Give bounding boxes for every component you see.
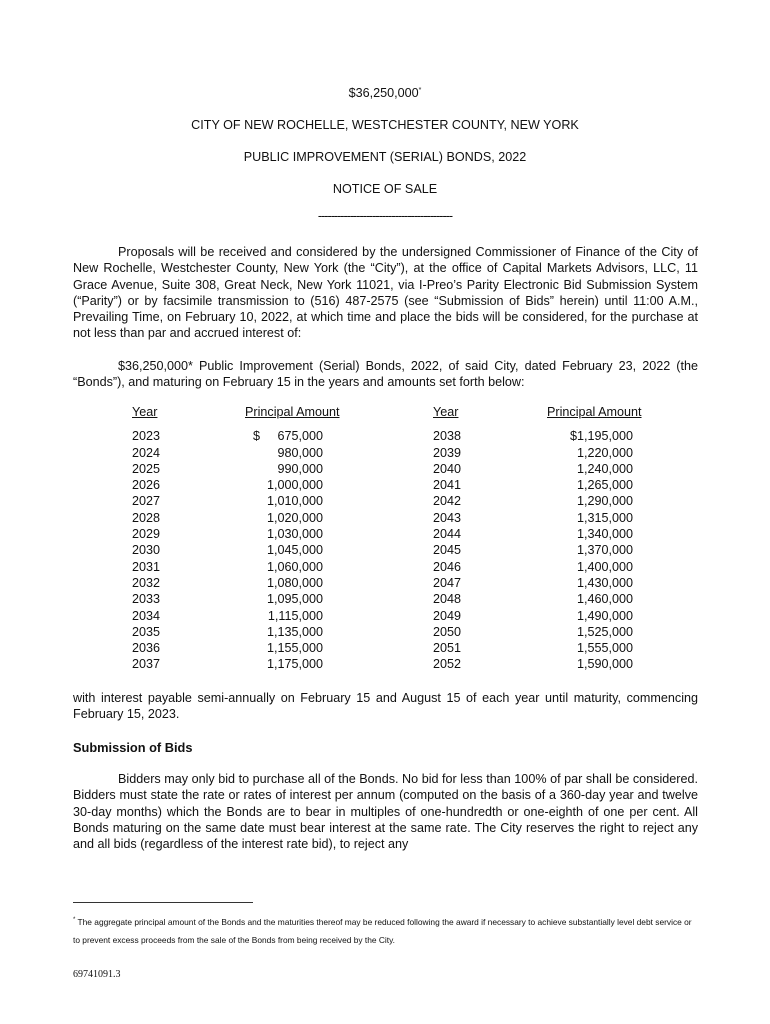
footnote-marker: * [73,917,76,923]
left-amount-column [245,404,340,673]
maturity-year: 2024 [132,445,161,460]
maturity-year: 2038 [433,429,462,444]
principal-amount-row [245,559,323,575]
principal-amount: 1,030,000 [266,527,323,542]
principal-amount: 980,000 [277,445,323,460]
maturity-table [0,404,770,674]
principal-amount: 1,370,000 [576,543,633,558]
maturity-year: 2032 [132,575,161,590]
principal-amount: 1,340,000 [576,527,633,542]
maturity-year: 2026 [132,478,161,493]
issue-title: PUBLIC IMPROVEMENT (SERIAL) BONDS, 2022 [243,150,527,164]
amount-footnote-marker: * [418,86,422,94]
principal-amount-row [245,461,323,477]
principal-amount: 1,060,000 [266,559,323,574]
maturity-year: 2031 [132,559,161,574]
principal-amount: 1,135,000 [266,624,323,639]
principal-amount: 990,000 [277,461,323,476]
maturity-year: 2051 [433,641,462,656]
year-header: Year [433,405,459,419]
proposals-paragraph: Proposals will be received and considered by the undersigned Commissioner of Finance of the City of New Rochelle, Westchester County, New York (the “City”), at the office of Capital Markets Advisors, LLC, 11 Grace Avenue, Suite 308, Great Neck, New York 11021, via I-Preo’s Parity Electronic Bid Submission System (“Parity”) or by facsimile transmission to (516) 487-2575 (see “Submission of Bids” herein) until 11:00 A.M., Prevailing Time, on February 10, 2022, at which time and place the bids will be considered, for the purchase at not less than par and accrued interest of: [73,245,698,341]
principal-amount-row [245,591,323,607]
principal-amount-row [245,640,323,656]
principal-amount: 1,045,000 [266,543,323,558]
footnote-rule [73,902,253,903]
interest-paragraph: with interest payable semi-annually on February 15 and August 15 of each year until maturity, commencing February 15, 2023. [73,691,698,722]
issuer-title: CITY OF NEW ROCHELLE, WESTCHESTER COUNTY, NEW YORK [191,118,579,132]
principal-amount: 1,155,000 [266,641,323,656]
submission-heading: Submission of Bids [73,740,193,755]
principal-amount: 1,490,000 [576,608,633,623]
maturity-year: 2028 [132,510,161,525]
principal-amount-row [245,493,323,509]
year-header: Year [132,405,158,419]
principal-amount: 1,010,000 [266,494,323,509]
dollar-sign: $ [253,429,261,444]
principal-amount: $1,195,000 [569,429,633,444]
offering-amount [0,86,770,100]
principal-amount-row [245,445,323,461]
principal-amount: 1,115,000 [267,608,323,623]
principal-amount: 675,000 [277,429,323,444]
maturity-year: 2033 [132,592,161,607]
principal-amount: 1,460,000 [576,592,633,607]
principal-amount: 1,175,000 [266,657,323,672]
right-amount-column [547,404,642,673]
principal-amount: 1,020,000 [266,510,323,525]
principal-amount: 1,240,000 [576,461,633,476]
principal-amount-row [245,656,323,672]
principal-amount-row [245,510,323,526]
notice-title: NOTICE OF SALE [332,182,438,196]
principal-amount: 1,590,000 [576,657,633,672]
maturity-year: 2036 [132,641,161,656]
principal-amount: 1,265,000 [576,478,633,493]
principal-amount: 1,000,000 [266,478,323,493]
maturity-year: 2023 [132,429,161,444]
maturity-year: 2030 [132,543,161,558]
title-divider: ------------------------------------------ [317,209,453,223]
right-year-column [433,404,461,673]
maturity-year: 2029 [132,527,161,542]
maturity-year: 2039 [433,445,462,460]
footnote-text: The aggregate principal amount of the Bonds and the maturities thereof may be reduced following the award if necessary to achieve substantially level debt service or to prevent excess proceeds from the sale of the Bonds from being received by the City. [73,916,692,945]
principal-amount: 1,525,000 [576,624,633,639]
principal-amount-row [245,608,323,624]
principal-amount-row [245,575,323,591]
principal-amount-row [245,477,323,493]
maturity-year: 2052 [433,657,462,672]
principal-amount-row [245,526,323,542]
maturity-year: 2050 [433,624,462,639]
document-number: 69741091.3 [73,969,121,980]
bidders-paragraph: Bidders may only bid to purchase all of the Bonds. No bid for less than 100% of par shall be considered. Bidders must state the rate or rates of interest per annum (computed on the basis of a 360-day year and twelve 30-day months) which the Bonds are to bear in multiples of one-hundredth or one-eighth of one per cent. All Bonds maturing on the same date must bear interest at the same rate. The City reserves the right to reject any and all bids (regardless of the interest rate bid), to reject any [73,772,698,852]
maturity-year: 2034 [132,608,161,623]
principal-amount: 1,220,000 [576,445,633,460]
principal-amount: 1,430,000 [576,575,633,590]
amount-header: Principal Amount [245,405,340,419]
amount-value: $36,250,000 [348,86,419,100]
maturity-year: 2048 [433,592,462,607]
maturity-year: 2044 [433,527,462,542]
principal-amount-row [245,624,323,640]
maturity-year: 2045 [433,543,462,558]
footnote [73,911,693,949]
maturity-year: 2049 [433,608,462,623]
maturity-year: 2041 [433,478,462,493]
bonds-paragraph: $36,250,000* Public Improvement (Serial) Bonds, 2022, of said City, dated February 23, 2022 (the “Bonds”), and maturing on February 15 in the years and amounts set forth below: [73,359,698,390]
principal-amount: 1,400,000 [576,559,633,574]
principal-amount: 1,290,000 [576,494,633,509]
maturity-year: 2040 [433,461,462,476]
principal-amount: 1,080,000 [266,575,323,590]
maturity-year: 2046 [433,559,462,574]
principal-amount-row [245,428,323,444]
maturity-year: 2043 [433,510,462,525]
principal-amount: 1,095,000 [266,592,323,607]
principal-amount: 1,555,000 [576,641,633,656]
maturity-year: 2035 [132,624,161,639]
left-year-column [132,404,160,673]
maturity-year: 2037 [132,657,161,672]
maturity-year: 2025 [132,461,161,476]
principal-amount: 1,315,000 [576,510,633,525]
maturity-year: 2042 [433,494,462,509]
maturity-year: 2047 [433,575,462,590]
principal-amount-row [245,542,323,558]
amount-header: Principal Amount [547,405,642,419]
maturity-year: 2027 [132,494,161,509]
